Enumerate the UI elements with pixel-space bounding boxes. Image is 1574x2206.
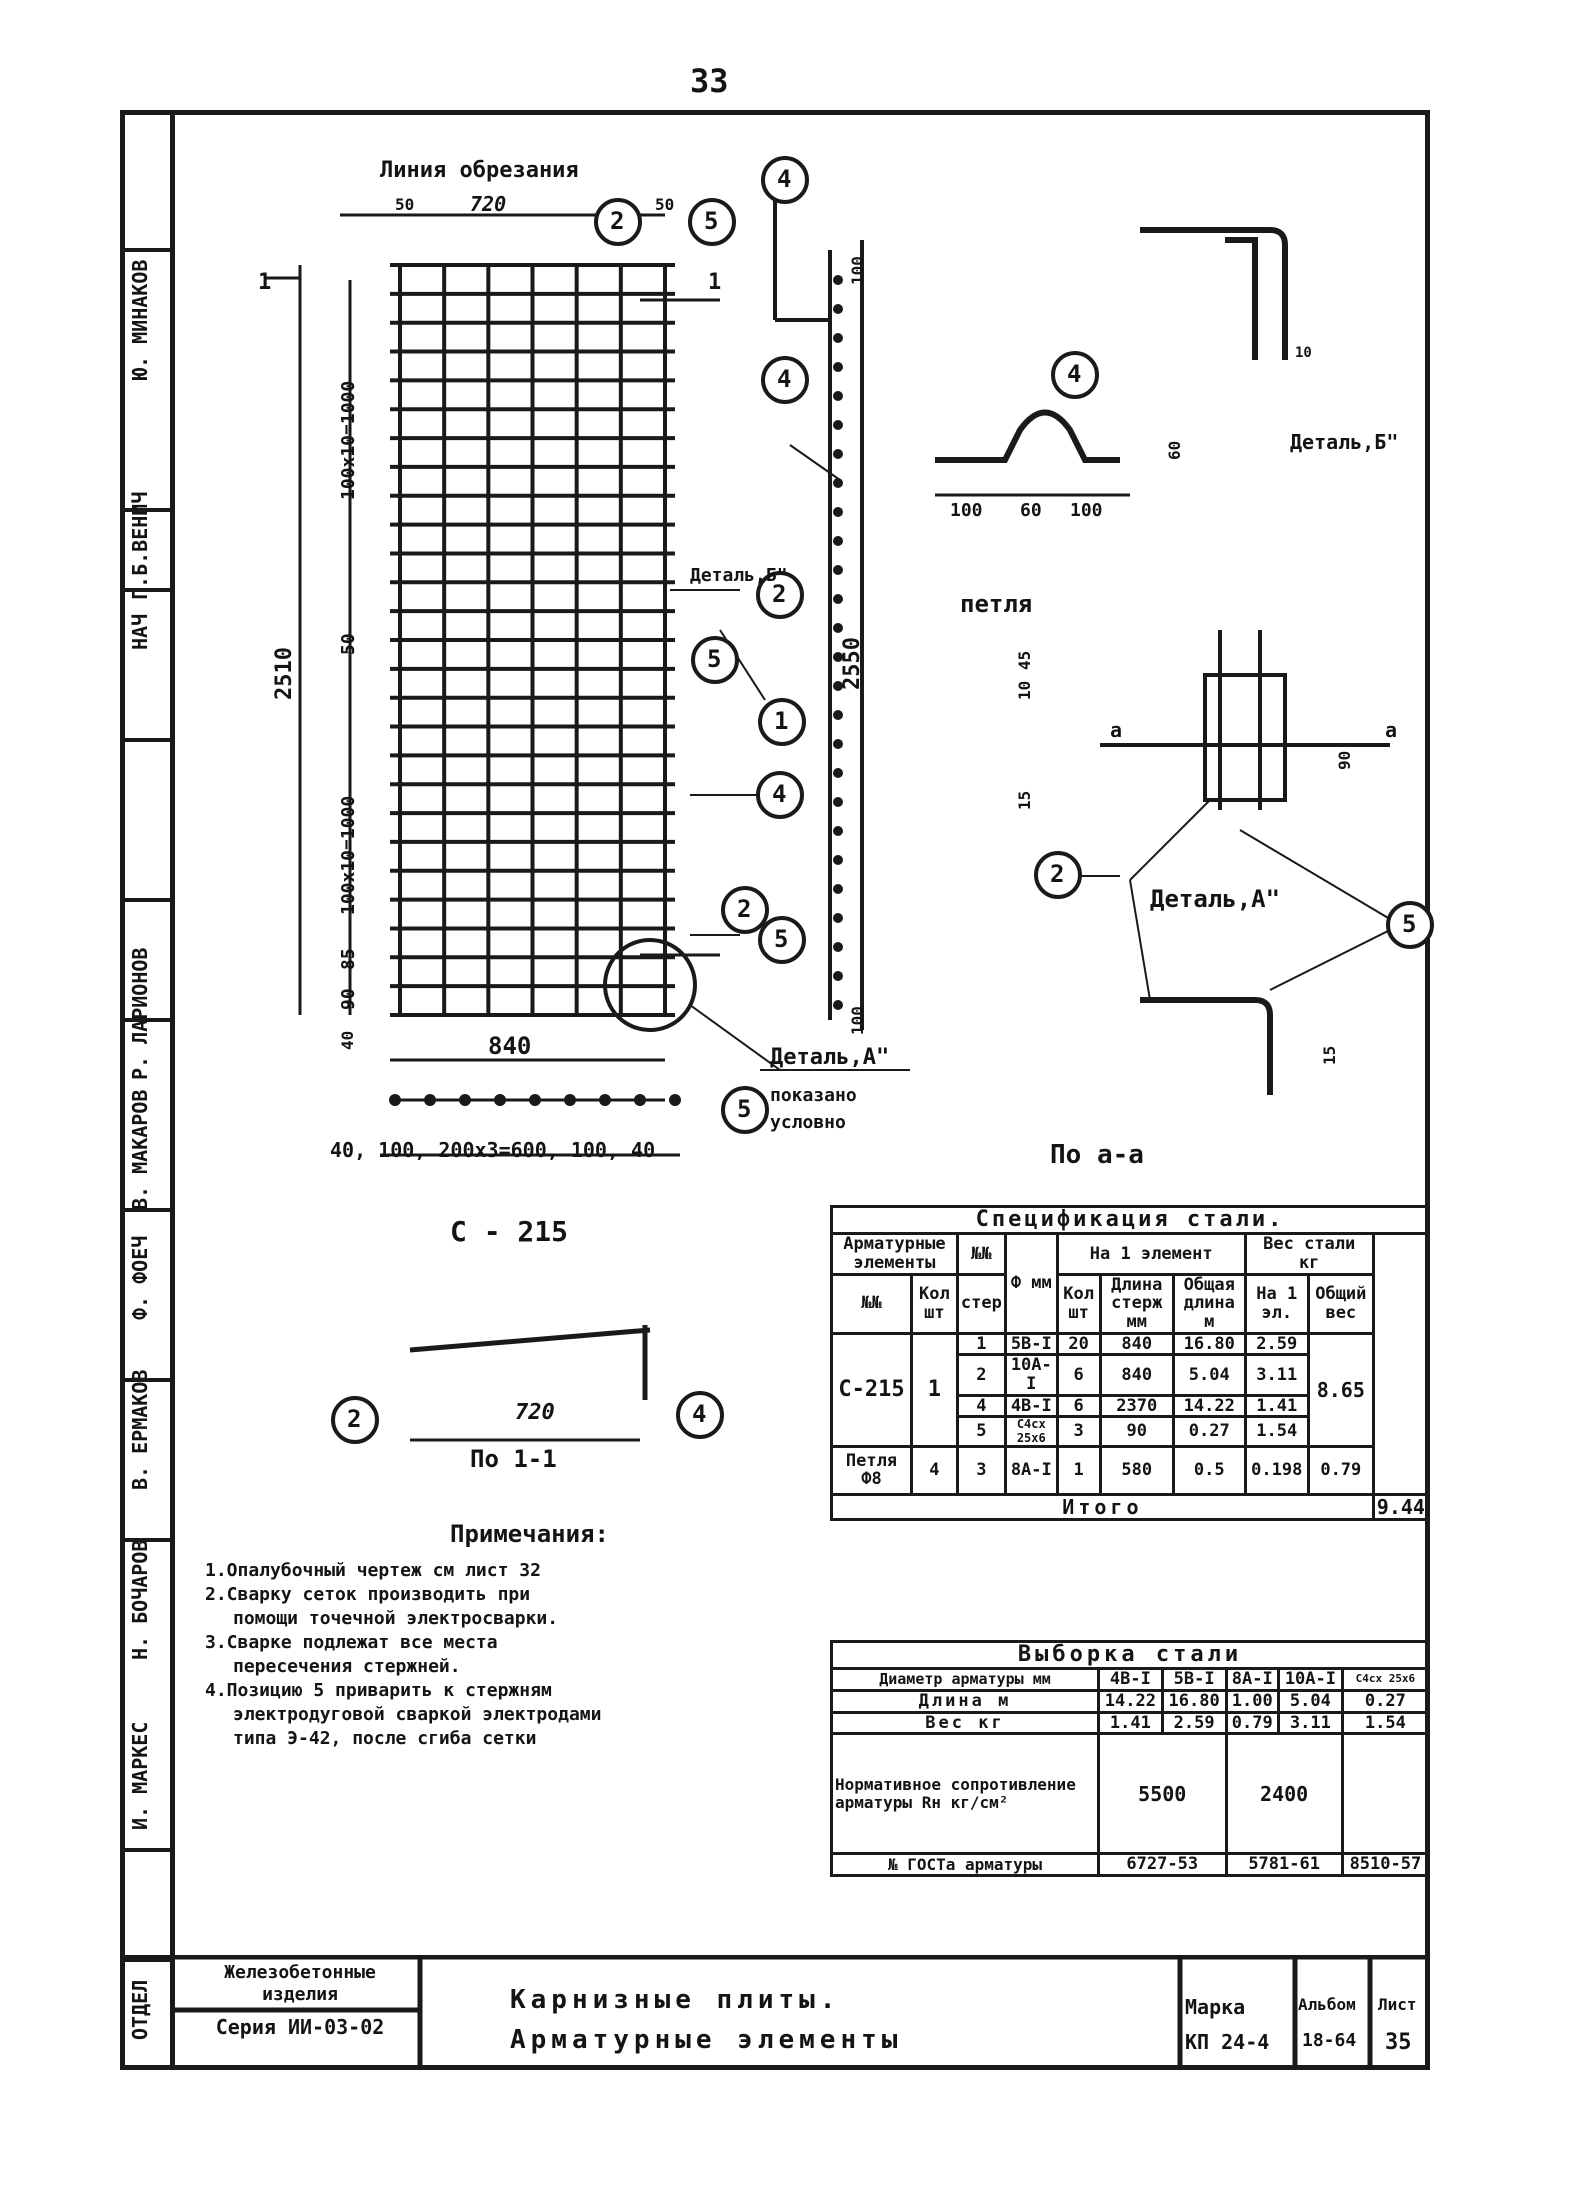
- detail-a-reference: Деталь,А": [770, 1045, 890, 1070]
- spec-header: Арматурные элементы: [832, 1234, 958, 1274]
- spec-subheader: Кол шт: [1057, 1274, 1100, 1333]
- petlya-dim: 100: [950, 500, 983, 521]
- dimension-90: 90: [338, 988, 359, 1010]
- callout-number: 5: [704, 207, 719, 235]
- dimension-50-right: 50: [655, 195, 675, 214]
- notes-title: Примечания:: [450, 1520, 609, 1548]
- side-bar-dot: [833, 710, 843, 720]
- spec-cell: 1.54: [1245, 1417, 1308, 1446]
- detail-b-shape: [1140, 230, 1285, 1095]
- mark-label: Марка: [1185, 1995, 1246, 2019]
- spec-cell: 0.27: [1173, 1417, 1245, 1446]
- side-bar-dot: [833, 768, 843, 778]
- section-aa-label: По а-а: [1050, 1140, 1144, 1170]
- selection-header: 5В-I: [1162, 1669, 1226, 1691]
- spec-cell: С4сх 25х6: [1005, 1417, 1057, 1446]
- side-stamp-label: И. МАРКЕС: [128, 1721, 152, 1830]
- bottom-dimensions: 40, 100, 200х3=600, 100, 40: [330, 1138, 656, 1162]
- spec-subheader: стер: [957, 1274, 1005, 1333]
- side-bar-dot: [833, 826, 843, 836]
- spec-cell: 6: [1057, 1395, 1100, 1417]
- spec-cell: 14.22: [1173, 1395, 1245, 1417]
- side-dimension-100-top: 100: [848, 256, 867, 285]
- selection-cell: 16.80: [1162, 1690, 1226, 1712]
- side-bar-dot: [833, 623, 843, 633]
- spec-cell: 90: [1100, 1417, 1173, 1446]
- spec-cell: 5: [957, 1417, 1005, 1446]
- side-bar-dot: [833, 449, 843, 459]
- selection-gost-value: 8510-57: [1342, 1854, 1428, 1876]
- note-line: типа Э-42, после сгиба сетки: [233, 1728, 537, 1749]
- steel-selection-table: [830, 1640, 1430, 1877]
- spec-subheader: №№: [832, 1274, 912, 1333]
- callout-number: 2: [1050, 860, 1065, 888]
- detail-a-section-marker: а: [1110, 718, 1123, 742]
- spec-cell: 10А-I: [1005, 1355, 1057, 1395]
- spec-cell: 2.59: [1245, 1333, 1308, 1355]
- section-aa-dim: 15: [1320, 1045, 1339, 1065]
- spec-subheader: Общая длина м: [1173, 1274, 1245, 1333]
- spec-cell: 1.41: [1245, 1395, 1308, 1417]
- spec-subheader: На 1 эл.: [1245, 1274, 1308, 1333]
- note-line: 1.Опалубочный чертеж см лист 32: [205, 1560, 541, 1581]
- callout-number: 5: [737, 1095, 752, 1123]
- side-bar-dot: [833, 304, 843, 314]
- selection-header: 8А-I: [1226, 1669, 1279, 1691]
- callout-number: 4: [777, 365, 792, 393]
- detail-a-dim: 10: [1015, 680, 1034, 700]
- section-11-dim: 720: [515, 1400, 555, 1425]
- mesh-label: С - 215: [450, 1215, 569, 1248]
- spec-subheader: Кол шт: [911, 1274, 957, 1333]
- side-bar-dot: [833, 913, 843, 923]
- spec-petlya-cell: 0.5: [1173, 1446, 1245, 1494]
- spec-header: Ф мм: [1005, 1234, 1057, 1333]
- spec-header: №№: [957, 1234, 1005, 1274]
- spec-header: На 1 элемент: [1057, 1234, 1245, 1274]
- side-bar-dot: [833, 362, 843, 372]
- side-dimension-2550: 2550: [840, 637, 865, 690]
- spec-petlya-cell: 3: [957, 1446, 1005, 1494]
- shown-label-2: условно: [770, 1112, 846, 1133]
- selection-norm-value: 5500: [1099, 1734, 1227, 1854]
- selection-title: Выборка стали: [832, 1642, 1429, 1669]
- spec-cell: 5.04: [1173, 1355, 1245, 1395]
- callout-number: 5: [774, 925, 789, 953]
- detail-b-reference: Деталь,Б": [690, 565, 788, 586]
- note-line: электродуговой сваркой электродами: [233, 1704, 602, 1725]
- title-block-series: Серия ИИ-03-02: [215, 2015, 385, 2039]
- spec-cell: 5В-I: [1005, 1333, 1057, 1355]
- side-bar-dot: [833, 420, 843, 430]
- sheet-value: 35: [1385, 2030, 1412, 2055]
- spec-cell: 4: [957, 1395, 1005, 1417]
- selection-cell: 14.22: [1099, 1690, 1163, 1712]
- selection-cell: 1.41: [1099, 1712, 1163, 1734]
- reinforcement-mesh-c215: [390, 265, 675, 1015]
- side-stamp-label: Ю. МИНАКОВ: [128, 259, 152, 380]
- side-bar-dot: [833, 594, 843, 604]
- spec-petlya-cell: Петля Ф8: [832, 1446, 912, 1494]
- spec-subheader: Общий вес: [1308, 1274, 1373, 1333]
- selection-header: 4В-I: [1099, 1669, 1163, 1691]
- selection-cell: Вес кг: [832, 1712, 1099, 1734]
- callout-number: 4: [772, 780, 787, 808]
- mark-value: КП 24-4: [1185, 2030, 1270, 2054]
- dimension-85: 85: [338, 948, 359, 970]
- side-bar-dot: [833, 942, 843, 952]
- shown-label: показано: [770, 1085, 857, 1106]
- callout-number: 2: [737, 895, 752, 923]
- detail-a-title: Деталь,А": [1150, 885, 1281, 913]
- bar-section-dot: [634, 1094, 646, 1106]
- section-11-label: По 1-1: [470, 1445, 557, 1473]
- petlya-shape: [935, 413, 1130, 496]
- spec-cell: 840: [1100, 1333, 1173, 1355]
- spec-title: Спецификация стали.: [832, 1207, 1429, 1234]
- note-line: 4.Позицию 5 приварить к стержням: [205, 1680, 552, 1701]
- section-marker-1: 1: [258, 270, 272, 295]
- sheet-label: Лист: [1378, 1995, 1417, 2014]
- spec-element-total: 8.65: [1308, 1333, 1373, 1446]
- spec-element: С-215: [832, 1333, 912, 1446]
- selection-gost-value: 6727-53: [1099, 1854, 1227, 1876]
- callout-number: 2: [772, 580, 787, 608]
- side-dimension-100-bottom: 100: [848, 1006, 867, 1035]
- detail-a-dim: 45: [1015, 650, 1034, 670]
- spec-cell: 16.80: [1173, 1333, 1245, 1355]
- callout-number: 1: [774, 707, 789, 735]
- side-bar-dot: [833, 536, 843, 546]
- title-line-1: Карнизные плиты.: [510, 1985, 841, 2015]
- bar-section-dot: [424, 1094, 436, 1106]
- side-stamp-label: Н. БОЧАРОВ: [128, 1539, 152, 1660]
- spec-petlya-cell: 4: [911, 1446, 957, 1494]
- bar-section-dot: [459, 1094, 471, 1106]
- selection-cell: 3.11: [1279, 1712, 1343, 1734]
- selection-header: 10А-I: [1279, 1669, 1343, 1691]
- spec-cell: 4В-I: [1005, 1395, 1057, 1417]
- selection-cell: Длина м: [832, 1690, 1099, 1712]
- spec-total-label: Итого: [832, 1494, 1374, 1519]
- dimension-720: 720: [470, 192, 507, 216]
- spec-cell: 2370: [1100, 1395, 1173, 1417]
- selection-norm-label: Нормативное сопротивление арматуры Rн кг/см²: [832, 1734, 1099, 1854]
- callout-number: 4: [777, 165, 792, 193]
- dimension-100x10: 100х10=1000: [338, 380, 359, 500]
- side-bar-dot: [833, 1000, 843, 1010]
- spec-petlya-cell: 0.198: [1245, 1446, 1308, 1494]
- callout-leaders: [670, 445, 1400, 1070]
- album-label: Альбом: [1298, 1995, 1356, 2014]
- spec-cell: 1: [957, 1333, 1005, 1355]
- side-bar-dot: [833, 565, 843, 575]
- selection-cell: 0.79: [1226, 1712, 1279, 1734]
- bar-section-dot: [564, 1094, 576, 1106]
- side-stamp-label: Г.Б.ВЕНИЧ: [128, 491, 152, 600]
- spec-cell: 6: [1057, 1355, 1100, 1395]
- spec-petlya-cell: 580: [1100, 1446, 1173, 1494]
- side-stamp-label: В. ЕРМАКОВ: [128, 1369, 152, 1490]
- side-stamp-label: НАЧ: [128, 613, 152, 650]
- note-line: пересечения стержней.: [233, 1656, 461, 1677]
- petlya-dim: 100: [1070, 500, 1103, 521]
- side-bar-dot: [833, 507, 843, 517]
- selection-norm-empty: [1342, 1734, 1428, 1854]
- title-line-2: Арматурные элементы: [510, 2025, 903, 2055]
- side-bar-dot: [833, 855, 843, 865]
- side-stamp-bottom-label: ОТДЕЛ: [128, 1979, 152, 2040]
- detail-b-title: Деталь,Б": [1290, 430, 1399, 454]
- spec-cell: 20: [1057, 1333, 1100, 1355]
- spec-petlya-cell: 8А-I: [1005, 1446, 1057, 1494]
- selection-cell: 1.54: [1342, 1712, 1428, 1734]
- detail-a-dim: 90: [1335, 750, 1354, 770]
- bar-section-dot: [669, 1094, 681, 1106]
- petlya-height: 60: [1165, 440, 1184, 460]
- bar-section-dot: [529, 1094, 541, 1106]
- spec-header: Вес стали кг: [1245, 1234, 1373, 1274]
- bar-section-dot: [494, 1094, 506, 1106]
- dimension-50-left: 50: [395, 195, 415, 214]
- selection-cell: 1.00: [1226, 1690, 1279, 1712]
- page-number: 33: [690, 62, 729, 100]
- detail-a-dim: 15: [1015, 790, 1034, 810]
- side-bar-dot: [833, 391, 843, 401]
- bar-section-dot: [599, 1094, 611, 1106]
- spec-cell: 2: [957, 1355, 1005, 1395]
- side-bar-dot: [833, 971, 843, 981]
- steel-specification-table: [830, 1205, 1430, 1521]
- callout-number: 5: [707, 645, 722, 673]
- callout-number: 2: [347, 1405, 362, 1433]
- selection-norm-value: 2400: [1226, 1734, 1342, 1854]
- callout-number: 4: [692, 1400, 707, 1428]
- detail-a-section-marker: а: [1385, 718, 1398, 742]
- dimension-840: 840: [488, 1032, 532, 1060]
- selection-gost-label: № ГОСТа арматуры: [832, 1854, 1099, 1876]
- side-bar-dot: [833, 739, 843, 749]
- petlya-label: петля: [960, 590, 1033, 618]
- side-bar-dot: [833, 333, 843, 343]
- dimension-50: 50: [338, 633, 359, 655]
- title-block-org: Железобетонные изделия: [224, 1962, 376, 2005]
- bar-section-dot: [389, 1094, 401, 1106]
- callout-number: 4: [1067, 360, 1082, 388]
- section-marker-1: 1: [708, 270, 722, 295]
- spec-total-value: 9.44: [1373, 1494, 1428, 1519]
- side-bar-dot: [833, 275, 843, 285]
- side-stamp-label: В. МАКАРОВ: [128, 1089, 152, 1210]
- selection-header: Диаметр арматуры мм: [832, 1669, 1099, 1691]
- side-bar-dot: [833, 884, 843, 894]
- note-line: 2.Сварку сеток производить при: [205, 1584, 531, 1605]
- selection-cell: 0.27: [1342, 1690, 1428, 1712]
- dimension-100x10-b: 100х10=1000: [338, 795, 359, 915]
- spec-petlya-cell: 0.79: [1308, 1446, 1373, 1494]
- callout-number: 5: [1402, 910, 1417, 938]
- detail-b-dimension: 10: [1295, 345, 1312, 361]
- mesh-bottom-dots: [389, 1094, 681, 1106]
- spec-element-count: 1: [911, 1333, 957, 1446]
- note-line: помощи точечной электросварки.: [233, 1608, 559, 1629]
- spec-cell: 840: [1100, 1355, 1173, 1395]
- side-stamp-label: Р. ЛАРИОНОВ: [128, 947, 152, 1080]
- spec-subheader: Длина стерж мм: [1100, 1274, 1173, 1333]
- album-value: 18-64: [1302, 2030, 1357, 2051]
- selection-cell: 2.59: [1162, 1712, 1226, 1734]
- detail-a-plan: [1100, 630, 1390, 810]
- spec-cell: 3.11: [1245, 1355, 1308, 1395]
- dimension-40: 40: [338, 1030, 357, 1050]
- side-stamp-label: Ф. ФОЕЧ: [128, 1235, 152, 1320]
- selection-cell: 5.04: [1279, 1690, 1343, 1712]
- selection-header: С4сх 25х6: [1342, 1669, 1428, 1691]
- dimension-2510: 2510: [272, 647, 297, 700]
- side-bar-dot: [833, 797, 843, 807]
- mesh-cut-line-label: Линия обрезания: [380, 158, 579, 183]
- note-line: 3.Сварке подлежат все места: [205, 1632, 498, 1653]
- selection-gost-value: 5781-61: [1226, 1854, 1342, 1876]
- petlya-dim: 60: [1020, 500, 1042, 521]
- callout-number: 2: [610, 207, 625, 235]
- spec-cell: 3: [1057, 1417, 1100, 1446]
- spec-petlya-cell: 1: [1057, 1446, 1100, 1494]
